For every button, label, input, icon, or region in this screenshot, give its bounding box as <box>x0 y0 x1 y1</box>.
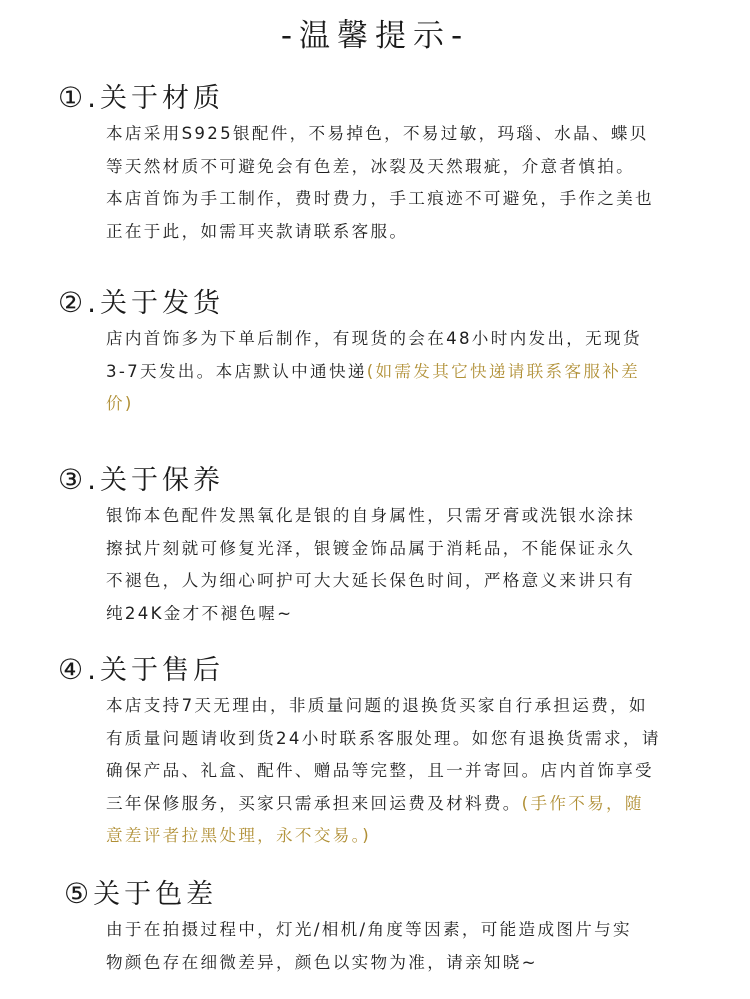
body-line: 店内首饰多为下单后制作，有现货的会在48小时内发出，无现货 <box>106 329 642 348</box>
section-heading-after-sales <box>58 652 224 689</box>
body-text: 3-7天发出。本店默认中通快递 <box>106 361 367 381</box>
body-line: 正在于此，如需耳夹款请联系客服。 <box>106 221 409 241</box>
section-heading-text: 关于材质 <box>100 83 225 114</box>
section-number: ③. <box>58 463 101 496</box>
section-body-after-sales <box>106 690 706 853</box>
highlight-note: (手作不易，随 <box>521 793 644 813</box>
highlight-note: 价) <box>106 394 134 413</box>
body-line: 确保产品、礼盒、配件、赠品等完整，且一并寄回。店内首饰享受 <box>106 761 654 780</box>
section-number: ②. <box>58 286 101 319</box>
body-line: 由于在拍摄过程中，灯光/相机/角度等因素，可能造成图片与实 <box>106 920 632 939</box>
section-body-color-difference <box>106 914 706 979</box>
body-line: 不褪色，人为细心呵护可大大延长保色时间，严格意义来讲只有 <box>106 571 636 590</box>
section-number: ⑤ <box>64 877 94 910</box>
section-heading-text: 关于色差 <box>93 879 218 910</box>
section-heading-text: 关于保养 <box>100 465 225 496</box>
body-line: 本店首饰为手工制作，费时费力，手工痕迹不可避免，手作之美也 <box>106 189 654 208</box>
section-heading-text: 关于售后 <box>100 655 225 686</box>
body-line: 本店采用S925银配件，不易掉色，不易过敏，玛瑙、水晶、蝶贝 <box>106 124 649 143</box>
body-line: 物颜色存在细微差异，颜色以实物为准，请亲知晓~ <box>106 952 538 972</box>
section-heading-text: 关于发货 <box>100 288 225 319</box>
body-line: 银饰本色配件发黑氧化是银的自身属性，只需牙膏或洗银水涂抹 <box>106 506 636 525</box>
section-body-shipping <box>106 323 706 421</box>
body-text: 三年保修服务，买家只需承担来回运费及材料费。 <box>106 793 522 813</box>
highlight-note: 意差评者拉黑处理，永不交易。) <box>106 826 371 845</box>
section-heading-color-difference <box>64 876 217 913</box>
section-body-material <box>106 118 706 248</box>
body-line <box>106 356 706 389</box>
section-heading-shipping <box>58 285 224 322</box>
highlight-note: (如需发其它快递请联系客服补差 <box>366 361 641 381</box>
body-line: 等天然材质不可避免会有色差，冰裂及天然瑕疵，介意者慎拍。 <box>106 156 636 176</box>
body-line: 擦拭片刻就可修复光泽，银镀金饰品属于消耗品，不能保证永久 <box>106 538 636 558</box>
section-heading-material <box>58 80 224 117</box>
body-line <box>106 788 706 821</box>
section-number: ①. <box>58 81 101 114</box>
body-line: 纯24K金才不褪色喔~ <box>106 603 294 623</box>
section-heading-care <box>58 462 224 499</box>
page-title: -温馨提示- <box>280 18 470 54</box>
section-number: ④. <box>58 653 101 686</box>
section-body-care <box>106 500 706 630</box>
body-line: 本店支持7天无理由，非质量问题的退换货买家自行承担运费，如 <box>106 696 648 715</box>
body-line: 有质量问题请收到货24小时联系客服处理。如您有退换货需求，请 <box>106 728 661 748</box>
